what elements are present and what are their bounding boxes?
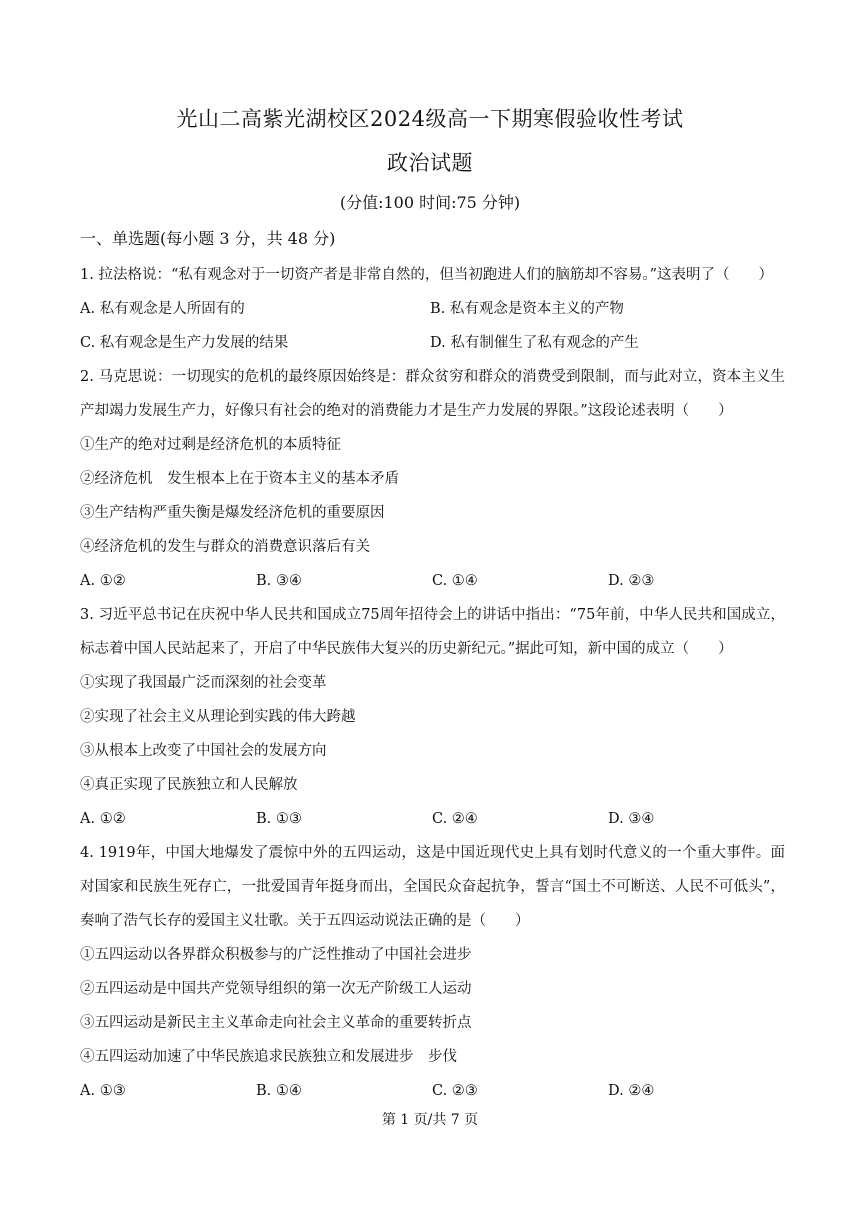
option-row [80, 564, 785, 598]
question-3 [80, 598, 785, 836]
statement-4: ④五四运动加速了中华民族追求民族独立和发展进步 步伐 [80, 1049, 457, 1065]
statement-1: ①实现了我国最广泛而深刻的社会变革 [80, 675, 327, 691]
question-stem: 1. 拉法格说：“私有观念对于一切资产者是非常自然的，但当初跑进人们的脑筋却不容易。”这表明了（ ） [80, 267, 774, 283]
option-row [80, 1074, 785, 1108]
option-b[interactable]: B. ③④ [256, 573, 302, 589]
option-row [80, 326, 785, 360]
question-stem: 3. 习近平总书记在庆祝中华人民共和国成立75周年招待会上的讲话中指出：“75年前，中华人民共和国成立，标志着中国人民站起来了，开启了中华民族伟大复兴的历史新纪元。”据此可知，新中国的成立（ ） [80, 607, 785, 657]
option-a[interactable]: A. ①② [80, 573, 126, 589]
section-heading: 一、单选题(每小题 3 分，共 48 分) [80, 229, 336, 248]
option-a[interactable]: A. ①② [80, 811, 126, 827]
statement-3: ③五四运动是新民主主义革命走向社会主义革命的重要转折点 [80, 1015, 472, 1031]
option-row [80, 802, 785, 836]
question-2 [80, 360, 785, 598]
exam-subject: 政治试题 [387, 151, 473, 175]
question-stem: 4. 1919年，中国大地爆发了震惊中外的五四运动，这是中国近现代史上具有划时代意义的一个重大事件。面对国家和民族生死存亡，一批爱国青年挺身而出，全国民众奋起抗争，誓言“国土不可断送、人民不可低头”，奏响了浩气长存的爱国主义壮歌。关于五四运动说法正确的是（ ） [80, 845, 785, 929]
question-stem: 2. 马克思说：一切现实的危机的最终原因始终是：群众贫穷和群众的消费受到限制，而与此对立，资本主义生产却竭力发展生产力，好像只有社会的绝对的消费能力才是生产力发展的界限。”这段论述表明（ ） [80, 369, 785, 419]
option-c[interactable]: C. ②③ [432, 1083, 478, 1099]
option-row [80, 292, 785, 326]
option-d[interactable]: D. 私有制催生了私有观念的产生 [430, 335, 639, 351]
option-d[interactable]: D. ③④ [608, 811, 655, 827]
question-list [80, 258, 785, 1108]
statement-3: ③生产结构严重失衡是爆发经济危机的重要原因 [80, 505, 385, 521]
page-number: 第 1 页/共 7 页 [381, 1112, 479, 1128]
score-time-info: (分值:100 时间:75 分钟) [339, 193, 521, 212]
option-d[interactable]: D. ②④ [608, 1083, 655, 1099]
statement-3: ③从根本上改变了中国社会的发展方向 [80, 743, 327, 759]
statement-2: ②五四运动是中国共产党领导组织的第一次无产阶级工人运动 [80, 981, 472, 997]
option-b[interactable]: B. ①③ [256, 811, 302, 827]
option-c[interactable]: C. ②④ [432, 811, 478, 827]
exam-title: 光山二高紫光湖校区2024级高一下期寒假验收性考试 [176, 107, 684, 131]
statement-4: ④经济危机的发生与群众的消费意识落后有关 [80, 539, 370, 555]
option-b[interactable]: B. 私有观念是资本主义的产物 [430, 301, 624, 317]
question-1 [80, 258, 785, 360]
statement-4: ④真正实现了民族独立和人民解放 [80, 777, 298, 793]
statement-1: ①五四运动以各界群众积极参与的广泛性推动了中国社会进步 [80, 947, 472, 963]
statement-2: ②实现了社会主义从理论到实践的伟大跨越 [80, 709, 356, 725]
statement-1: ①生产的绝对过剩是经济危机的本质特征 [80, 437, 341, 453]
option-d[interactable]: D. ②③ [608, 573, 655, 589]
option-c[interactable]: C. 私有观念是生产力发展的结果 [80, 335, 289, 351]
question-4 [80, 836, 785, 1108]
option-b[interactable]: B. ①④ [256, 1083, 302, 1099]
statement-2: ②经济危机 发生根本上在于资本主义的基本矛盾 [80, 471, 399, 487]
option-a[interactable]: A. 私有观念是人所固有的 [80, 301, 245, 317]
option-c[interactable]: C. ①④ [432, 573, 478, 589]
option-a[interactable]: A. ①③ [80, 1083, 126, 1099]
